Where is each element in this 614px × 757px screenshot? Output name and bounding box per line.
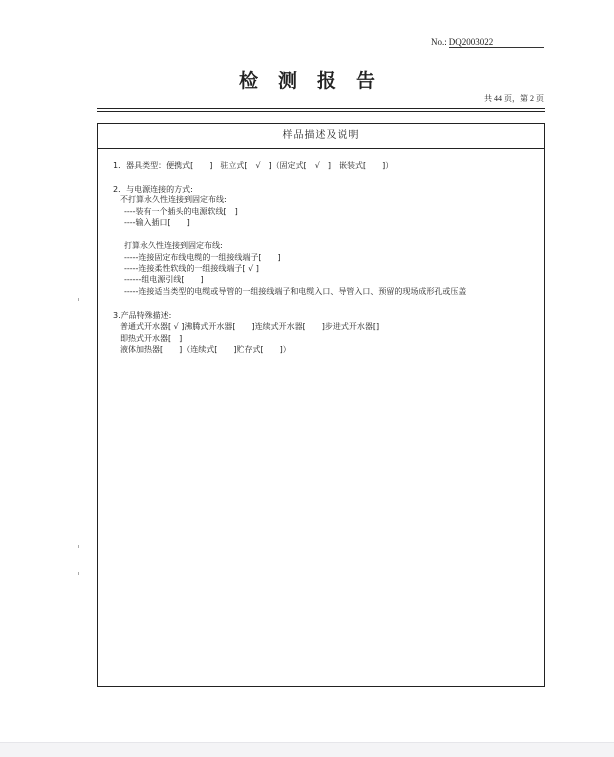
supply-leads-line: ------组电源引线[ ]	[124, 275, 204, 284]
boiler-types-line: 普通式开水器[ √ ]沸腾式开水器[ ]连续式开水器[ ]步进式开水器[]	[120, 322, 380, 331]
sample-description-frame	[97, 123, 545, 687]
liquid-heater-line: 液体加热器[ ]（连续式[ ]贮存式[ ]）	[120, 345, 291, 354]
section-title: 样品描述及说明	[98, 124, 544, 149]
flexible-terminal-line: -----连接柔性软线的一组接线端子[ √ ]	[124, 264, 259, 273]
fixed-terminal-line: -----连接固定布线电缆的一组接线端子[ ]	[124, 253, 281, 262]
header-rule-thin	[97, 111, 545, 112]
cable-conduit-line: -----连接适当类型的电缆或导管的一组接线端子和电缆入口、导管入口、预留的现场成形孔或压盖	[124, 287, 467, 296]
appliance-type-line: 1．器具类型：便携式[ ] 驻立式[ √ ]（固定式[ √ ] 嵌装式[ ]）	[113, 161, 394, 170]
page-count: 共 44 页，第 2 页	[484, 94, 544, 103]
special-description-heading: 3.产品特殊描述:	[113, 311, 172, 320]
report-number-label: No.:	[431, 37, 447, 47]
connection-heading: 2．与电源连接的方式:	[113, 185, 193, 194]
instant-boiler-line: 即热式开水器[ ]	[120, 334, 183, 343]
permanent-heading: 打算永久性连接到固定布线:	[124, 241, 223, 250]
non-permanent-heading: 不打算永久性连接到固定布线:	[120, 195, 227, 204]
report-number	[431, 37, 544, 48]
report-number-value: DQ2003022	[449, 37, 544, 48]
margin-mark	[78, 545, 79, 548]
page-title: 检测报告	[238, 70, 395, 92]
margin-mark	[78, 572, 79, 575]
plug-cord-line: ----装有一个插头的电源软线[ ]	[124, 207, 238, 216]
margin-mark	[78, 298, 79, 301]
scan-footer-band	[0, 742, 614, 757]
inlet-line: ----输入插口[ ]	[124, 218, 190, 227]
header-rule-thick	[97, 108, 545, 109]
